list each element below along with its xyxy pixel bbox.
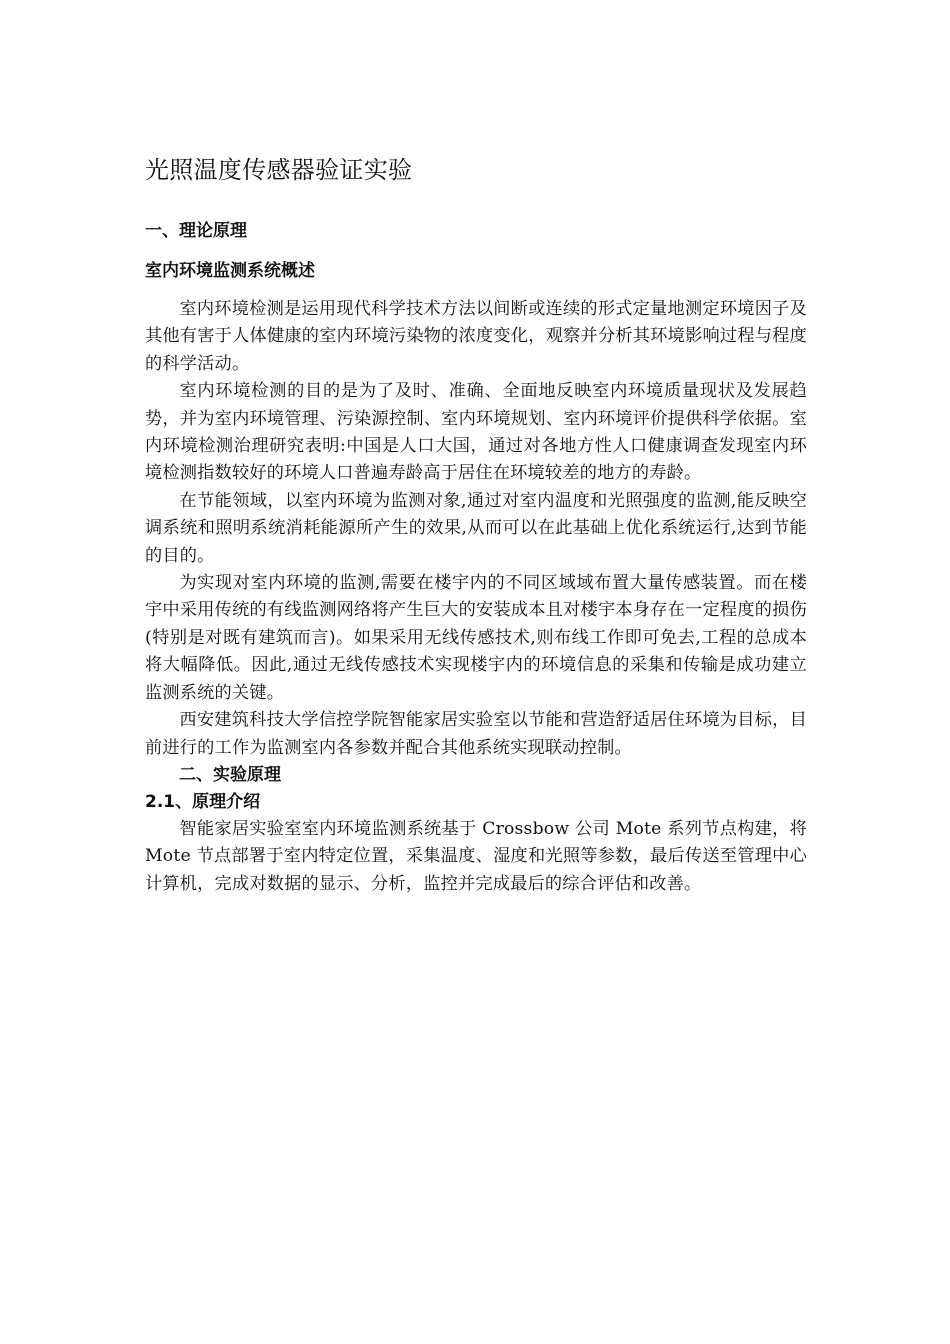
paragraph-1: 室内环境检测是运用现代科学技术方法以间断或连续的形式定量地测定环境因子及其他有害于人体健康的室内环境污染物的浓度变化，观察并分析其环境影响过程与程度的科学活动。 bbox=[145, 299, 807, 374]
section-heading-experiment: 二、实验原理 bbox=[179, 764, 281, 785]
paragraph-4: 为实现对室内环境的监测,需要在楼宇内的不同区域域布置大量传感装置。而在楼宇中采用传统的有线监测网络将产生巨大的安装成本且对楼宇本身存在一定程度的损伤(特别是对既有建筑而言)。如果采用无线传感技术,则布线工作即可免去,工程的总成本将大幅降低。因此,通过无线传感技术实现楼宇内的环境信息的采集和传输是成功建立监测系统的关键。 bbox=[145, 573, 807, 703]
subsection-heading-overview: 室内环境监测系统概述 bbox=[145, 261, 315, 281]
subsection-heading-principle: 2.1、原理介绍 bbox=[145, 791, 261, 812]
paragraph-principle: 智能家居实验室室内环境监测系统基于 Crossbow 公司 Mote 系列节点构建，将 Mote 节点部署于室内特定位置，采集温度、湿度和光照等参数，最后传送至管理中心计算机，完成对数据的显示、分析，监控并完成最后的综合评估和改善。 bbox=[145, 818, 807, 894]
section-heading-theory: 一、理论原理 bbox=[145, 221, 247, 241]
paragraph-3: 在节能领域，以室内环境为监测对象,通过对室内温度和光照强度的监测,能反映空调系统和照明系统消耗能源所产生的效果,从而可以在此基础上优化系统运行,达到节能的目的。 bbox=[145, 490, 807, 566]
paragraph-5: 西安建筑科技大学信控学院智能家居实验室以节能和营造舒适居住环境为目标，目前进行的工作为监测室内各参数并配合其他系统实现联动控制。 bbox=[145, 710, 807, 758]
document-content bbox=[145, 150, 807, 898]
document-title: 光照温度传感器验证实验 bbox=[145, 156, 413, 184]
paragraph-2: 室内环境检测的目的是为了及时、准确、全面地反映室内环境质量现状及发展趋势，并为室内环境管理、污染源控制、室内环境规划、室内环境评价提供科学依据。室内环境检测治理研究表明:中国是人口大国，通过对各地方性人口健康调查发现室内环境检测指数较好的环境人口普遍寿龄高于居住在环境较差的地方的寿龄。 bbox=[145, 381, 807, 484]
